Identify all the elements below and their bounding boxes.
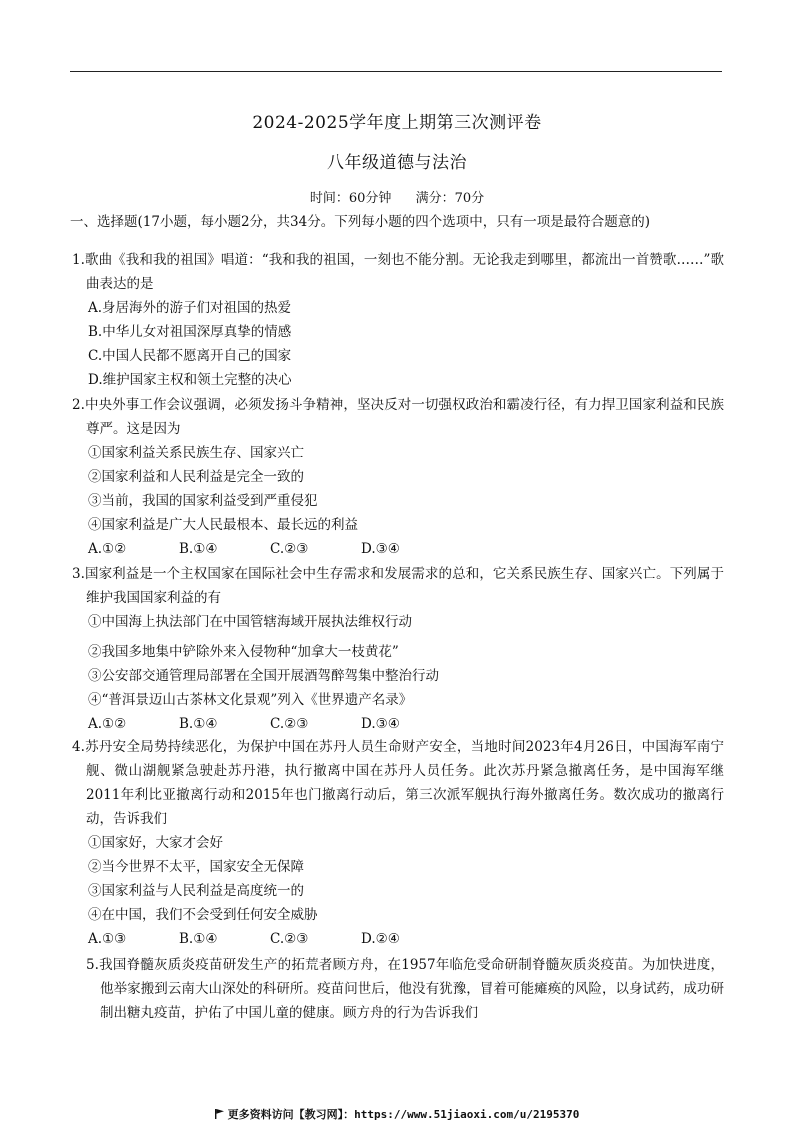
statement-4: ④在中国，我们不会受到任何安全威胁 (88, 907, 318, 923)
choice-b: B.①④ (179, 931, 218, 947)
question-stem: 1.歌曲《我和我的祖国》唱道：“我和我的祖国，一刻也不能分割。无论我走到哪里，都流出一首赞歌……”歌曲表达的是 (72, 252, 724, 292)
question-1 (72, 248, 724, 392)
option-b: B.中华儿女对祖国深厚真挚的情感 (88, 324, 292, 340)
choice-a: A.①② (88, 716, 127, 732)
flag-icon (215, 1109, 224, 1119)
statement-3: ③当前，我国的国家利益受到严重侵犯 (88, 493, 318, 509)
footer-text: 更多资料访问【教习网】：https://www.51jiaoxi.com/u/2195370 (227, 1108, 580, 1121)
footer-link[interactable] (0, 1106, 794, 1122)
answer-choices (72, 712, 724, 736)
choice-a: A.①③ (88, 931, 127, 947)
answer-choices (72, 927, 724, 951)
choice-d: D.②④ (361, 931, 400, 947)
choice-b: B.①④ (179, 716, 218, 732)
question-5 (86, 953, 724, 1025)
statement-1: ①国家好，大家才会好 (88, 835, 223, 851)
exam-subject: 八年级道德与法治 (327, 153, 467, 173)
question-2 (72, 393, 724, 561)
exam-time: 时间：60分钟 (309, 191, 392, 206)
statement-2: ②我国多地集中铲除外来入侵物种“加拿大一枝黄花” (88, 644, 399, 660)
statement-1: ①国家利益关系民族生存、国家兴亡 (88, 445, 304, 461)
option-a: A.身居海外的游子们对祖国的热爱 (88, 300, 292, 316)
statement-1: ①中国海上执法部门在中国管辖海域开展执法维权行动 (88, 614, 412, 630)
choice-c: C.②③ (270, 716, 309, 732)
choice-d: D.③④ (361, 716, 400, 732)
statement-4: ④国家利益是广大人民最根本、最长远的利益 (88, 517, 358, 533)
question-stem: 2.中央外事工作会议强调，必须发扬斗争精神，坚决反对一切强权政治和霸凌行径，有力捍卫国家利益和民族尊严。这是因为 (72, 397, 724, 437)
exam-meta (0, 187, 794, 206)
question-stem: 3.国家利益是一个主权国家在国际社会中生存需求和发展需求的总和，它关系民族生存、国家兴亡。下列属于维护我国国家利益的有 (72, 566, 724, 606)
question-4 (72, 735, 724, 951)
header-rule (70, 71, 722, 72)
section-heading: 一、选择题(17小题，每小题2分，共34分。下列每小题的四个选项中，只有一项是最符合题意的) (70, 214, 650, 230)
statement-2: ②国家利益和人民利益是完全一致的 (88, 469, 304, 485)
option-d: D.维护国家主权和领土完整的决心 (88, 372, 292, 388)
exam-score: 满分：70分 (415, 191, 485, 206)
choice-a: A.①② (88, 541, 127, 557)
statement-3: ③国家利益与人民利益是高度统一的 (88, 883, 304, 899)
statement-3: ③公安部交通管理局部署在全国开展酒驾醉驾集中整治行动 (88, 668, 439, 684)
answer-choices (72, 537, 724, 561)
statement-2: ②当今世界不太平，国家安全无保障 (88, 859, 304, 875)
question-stem: 5.我国脊髓灰质炎疫苗研发生产的拓荒者顾方舟，在1957年临危受命研制脊髓灰质炎疫苗。为加快进度，他举家搬到云南大山深处的科研所。疫苗问世后，他没有犹豫，冒着可能瘫痪的风险，以身试药，成功研制出糖丸疫苗，护佑了中国儿童的健康。顾方舟的行为告诉我们 (86, 957, 724, 1021)
choice-c: C.②③ (270, 931, 309, 947)
question-stem: 4.苏丹安全局势持续恶化，为保护中国在苏丹人员生命财产安全，当地时间2023年4月26日，中国海军南宁舰、微山湖舰紧急驶赴苏丹港，执行撤离中国在苏丹人员任务。此次苏丹紧急撤离任务，是中国海军继2011年利比亚撤离行动和2015年也门撤离行动后，第三次派军舰执行海外撤离任务。数次成功的撤离行动，告诉我们 (72, 739, 724, 827)
exam-title: 2024-2025学年度上期第三次测评卷 (252, 113, 542, 133)
question-3 (72, 562, 724, 736)
choice-c: C.②③ (270, 541, 309, 557)
choice-b: B.①④ (179, 541, 218, 557)
choice-d: D.③④ (361, 541, 400, 557)
statement-4: ④“普洱景迈山古茶林文化景观”列入《世界遗产名录》 (88, 692, 413, 708)
option-c: C.中国人民都不愿离开自己的国家 (88, 348, 292, 364)
